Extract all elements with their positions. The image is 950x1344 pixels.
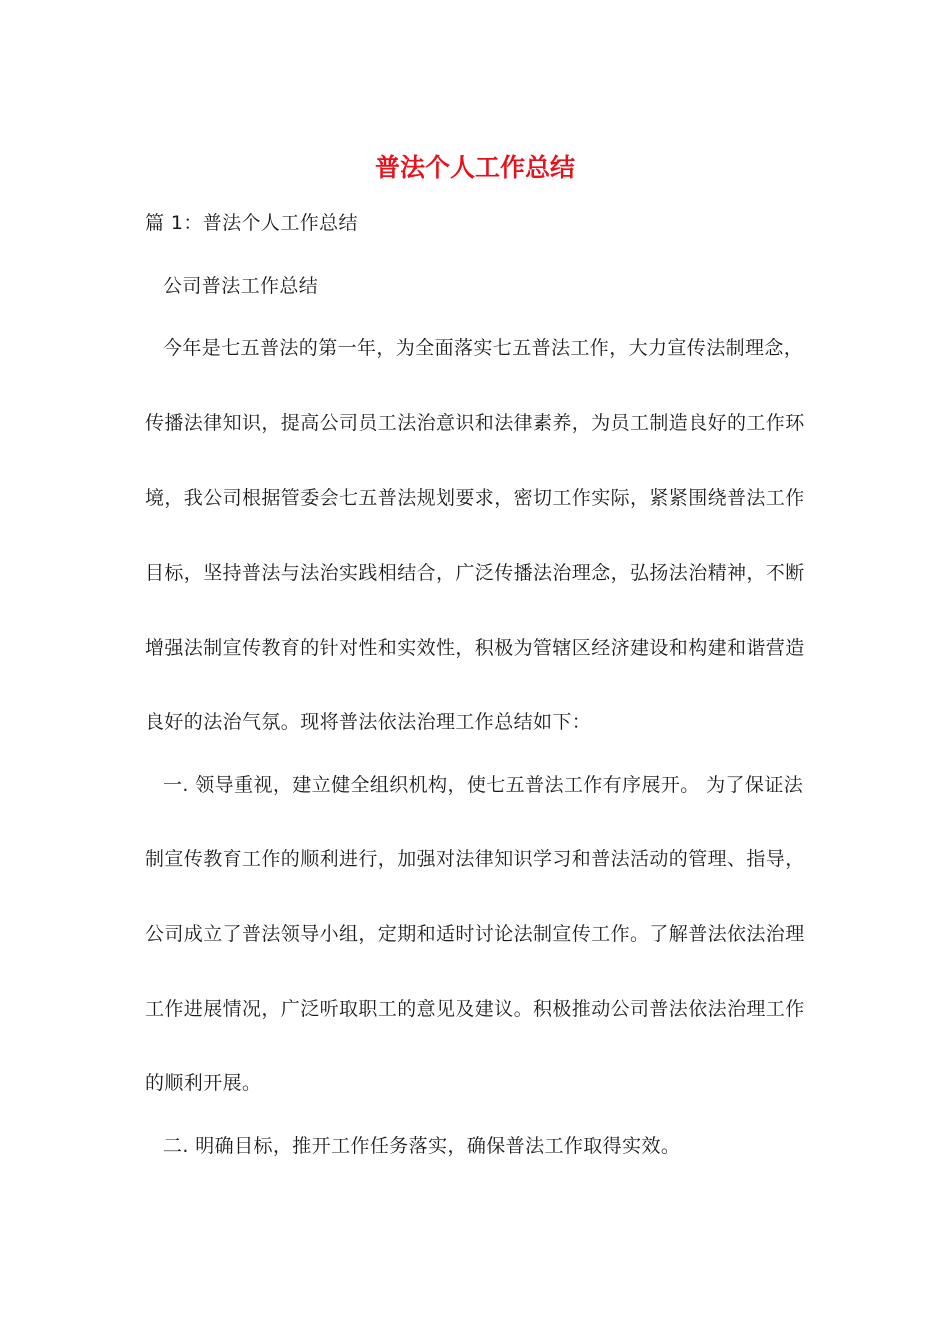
section-heading: 篇 1：普法个人工作总结 (145, 212, 358, 234)
body-text-line: 增强法制宣传教育的针对性和实效性，积极为管辖区经济建设和构建和谐营造 (145, 637, 805, 659)
body-text-line: 境，我公司根据管委会七五普法规划要求，密切工作实际，紧紧围绕普法工作 (145, 487, 805, 509)
body-text-line: 传播法律知识，提高公司员工法治意识和法律素养，为员工制造良好的工作环 (145, 412, 805, 434)
body-text-line: 公司成立了普法领导小组，定期和适时讨论法制宣传工作。了解普法依法治理 (145, 923, 805, 945)
body-text-line: 制宣传教育工作的顺利进行，加强对法律知识学习和普法活动的管理、指导， (145, 848, 805, 870)
document-title: 普法个人工作总结 (374, 153, 575, 182)
body-text-line: 的顺利开展。 (145, 1072, 262, 1094)
body-text-line: 二. 明确目标，推开工作任务落实，确保普法工作取得实效。 (163, 1135, 681, 1157)
body-text-line: 目标，坚持普法与法治实践相结合，广泛传播法治理念，弘扬法治精神，不断 (145, 562, 805, 584)
body-text-line: 良好的法治气氛。现将普法依法治理工作总结如下： (145, 711, 592, 733)
body-text-line: 一. 领导重视，建立健全组织机构，使七五普法工作有序展开。 为了保证法 (163, 774, 804, 796)
body-text-line: 今年是七五普法的第一年，为全面落实七五普法工作，大力宣传法制理念， (163, 337, 804, 359)
subsection-heading: 公司普法工作总结 (163, 275, 319, 297)
body-text-line: 工作进展情况，广泛听取职工的意见及建议。积极推动公司普法依法治理工作 (145, 998, 805, 1020)
